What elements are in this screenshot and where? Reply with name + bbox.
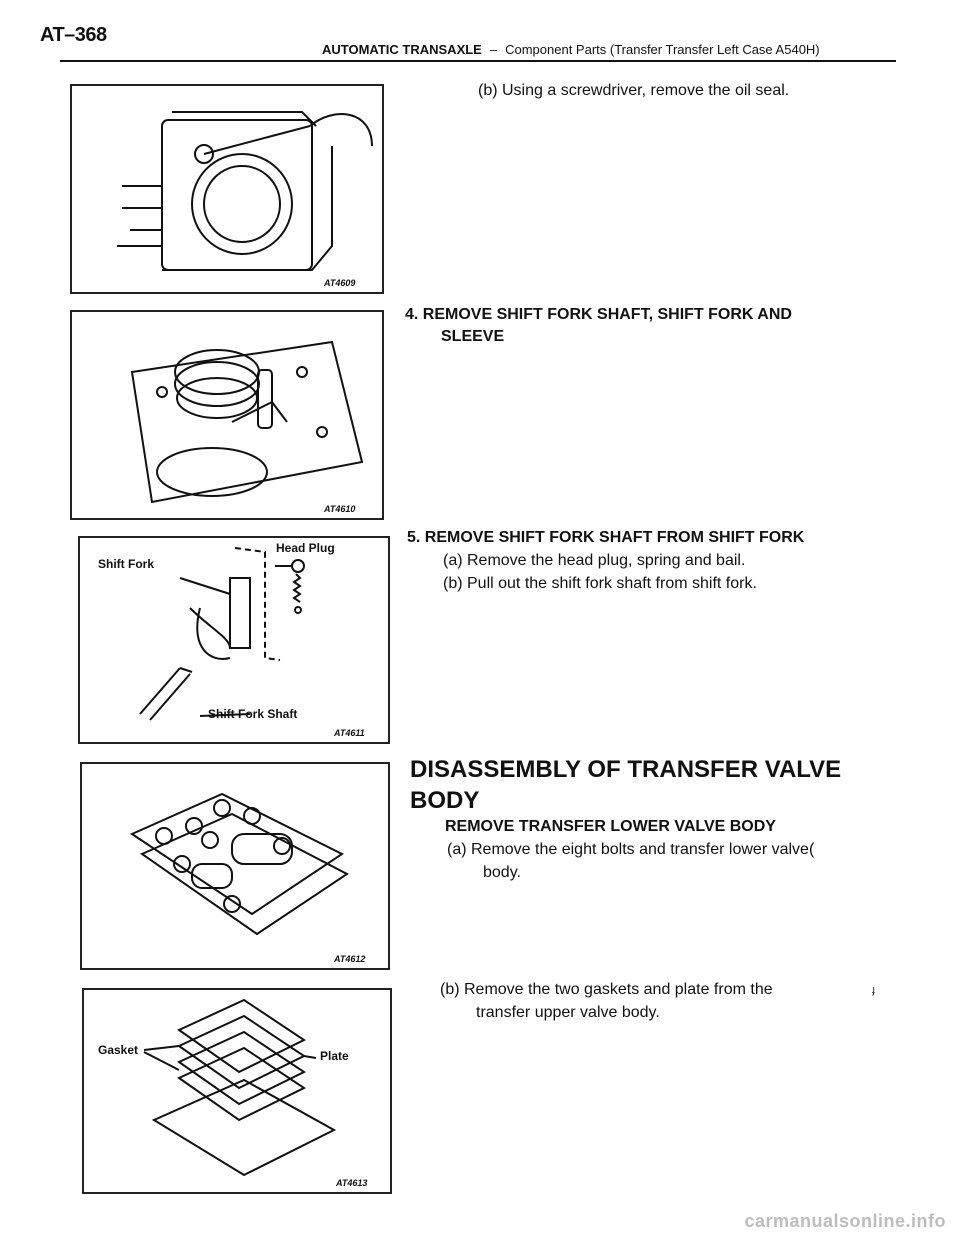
valve-step-b-line-1: (b) Remove the two gaskets and plate from the xyxy=(440,981,773,998)
oil-seal-illustration xyxy=(72,86,382,292)
figure-oil-seal xyxy=(70,84,384,294)
figure-code-1: AT4609 xyxy=(324,278,356,288)
valve-heading: REMOVE TRANSFER LOWER VALVE BODY xyxy=(445,818,776,835)
step-3b: (b) Using a screwdriver, remove the oil seal. xyxy=(478,82,790,99)
header-subsection: Component Parts (Transfer Transfer Left Case A540H) xyxy=(505,42,820,57)
figure-code-5: AT4613 xyxy=(336,1178,368,1188)
figure-code-2: AT4610 xyxy=(324,504,356,514)
page-number: AT–368 xyxy=(40,24,107,46)
header-rule xyxy=(60,60,896,62)
label-shift-fork: Shift Fork xyxy=(98,557,154,571)
label-shift-fork-shaft: Shift Fork Shaft xyxy=(208,707,298,721)
header-section: AUTOMATIC TRANSAXLE xyxy=(322,42,482,57)
stray-mark: ɟ xyxy=(872,984,876,996)
valve-step-b-line-2: transfer upper valve body. xyxy=(476,1004,660,1021)
step-5a: (a) Remove the head plug, spring and bail. xyxy=(443,552,746,569)
watermark: carmanualsonline.info xyxy=(744,1211,946,1231)
figure-code-3: AT4611 xyxy=(334,728,365,738)
step-5: 5. REMOVE SHIFT FORK SHAFT FROM SHIFT FORK xyxy=(407,529,805,546)
running-header xyxy=(322,42,820,57)
step-5b: (b) Pull out the shift fork shaft from shift fork. xyxy=(443,575,757,592)
figure-code-4: AT4612 xyxy=(334,954,366,964)
case-illustration xyxy=(72,312,382,518)
section-title-line-2: BODY xyxy=(410,787,480,814)
label-gasket: Gasket xyxy=(98,1043,139,1057)
header-separator: – xyxy=(489,42,498,57)
valve-step-a-line-1: (a) Remove the eight bolts and transfer lower valve( xyxy=(447,841,815,858)
figure-shift-fork-assembly xyxy=(70,310,384,520)
gasket-illustration xyxy=(84,990,390,1192)
shift-fork-illustration xyxy=(80,538,388,742)
figure-shift-fork-parts xyxy=(78,536,390,744)
label-head-plug: Head Plug xyxy=(276,541,335,555)
step-4-line-1: 4. REMOVE SHIFT FORK SHAFT, SHIFT FORK AND xyxy=(405,306,792,323)
valve-step-a-line-2: body. xyxy=(483,864,521,881)
section-title-line-1: DISASSEMBLY OF TRANSFER VALVE xyxy=(410,756,842,783)
figure-lower-valve-body xyxy=(80,762,390,970)
label-plate: Plate xyxy=(320,1049,349,1063)
figure-gaskets-plate xyxy=(82,988,392,1194)
step-4-line-2: SLEEVE xyxy=(441,328,505,345)
valve-body-illustration xyxy=(82,764,388,968)
